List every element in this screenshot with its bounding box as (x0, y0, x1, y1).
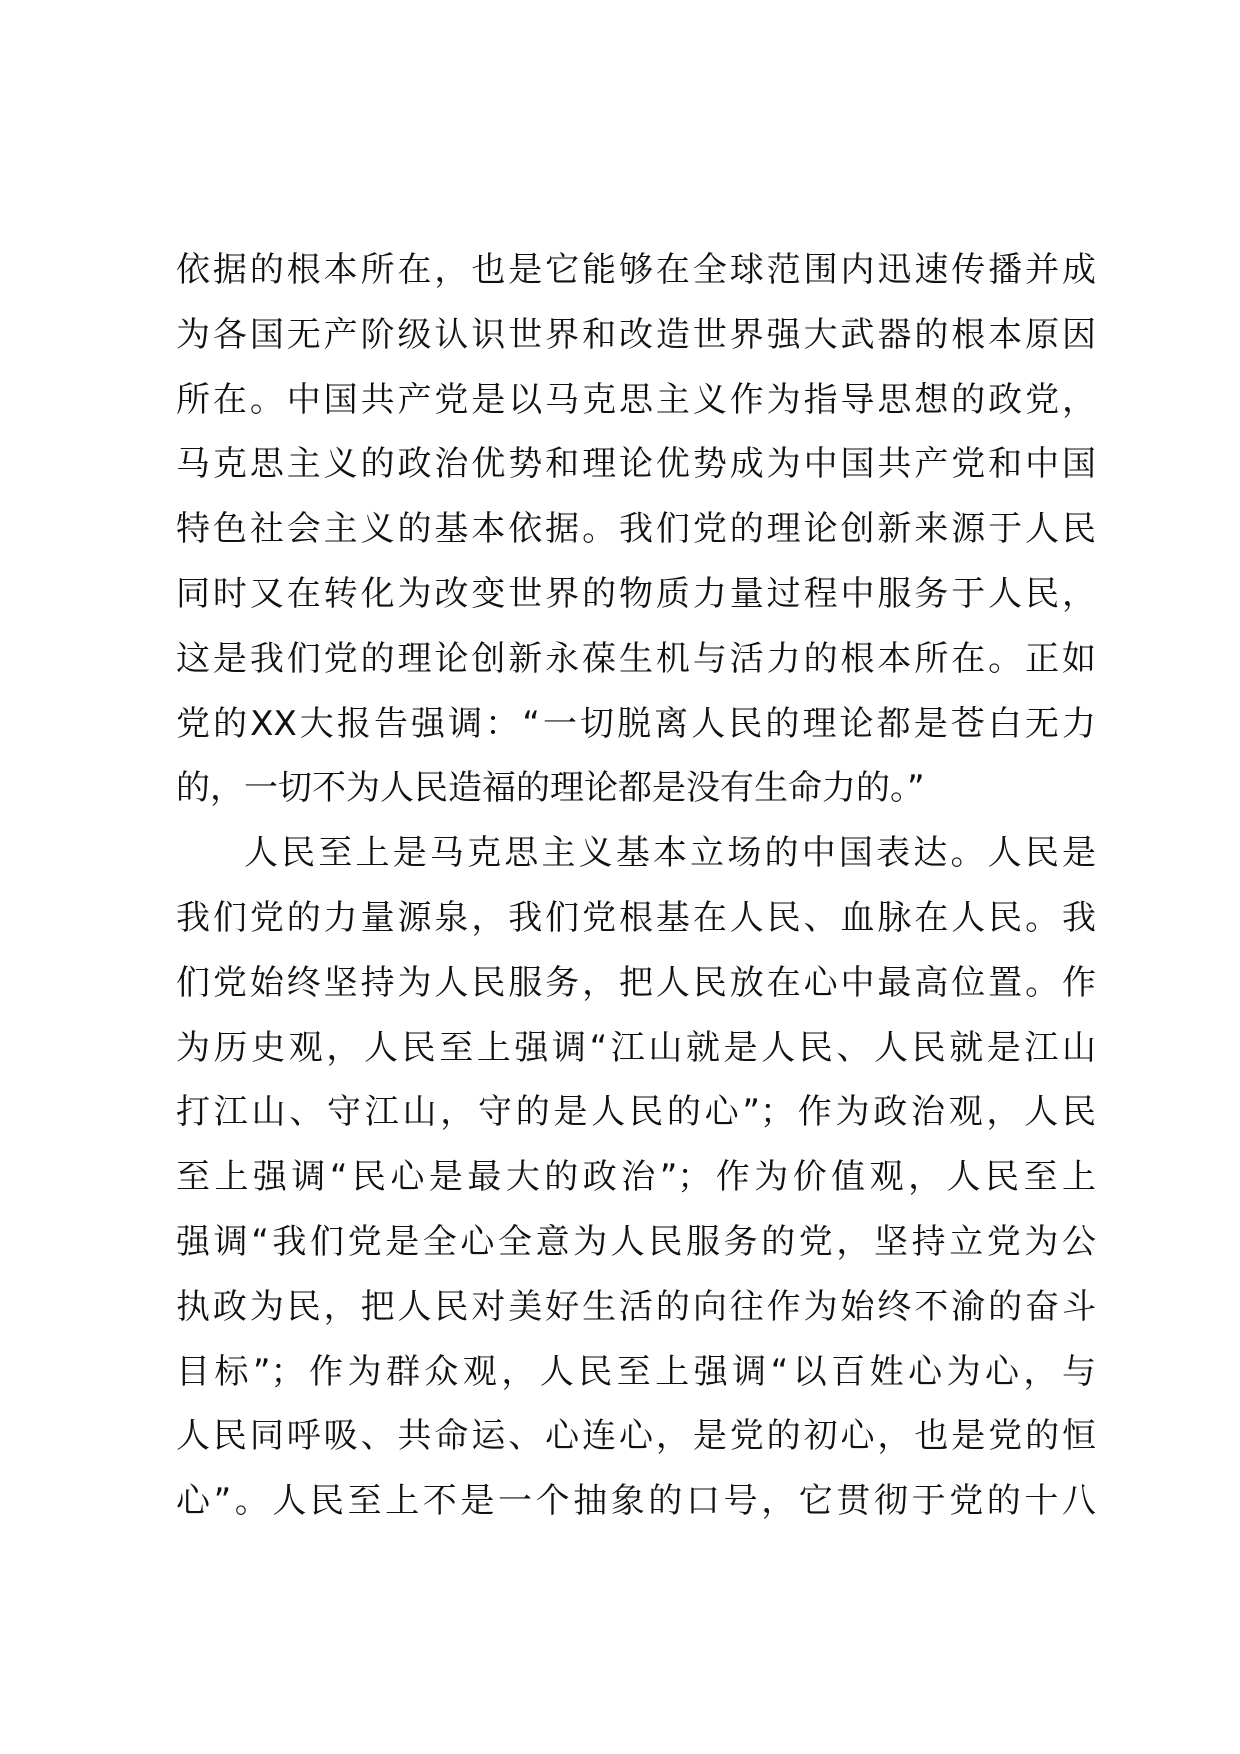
text-line: 心”。人民至上不是一个抽象的口号，它贯彻于党的十八 (176, 1481, 1096, 1522)
text-line: 执政为民，把人民对美好生活的向往作为始终不渝的奋斗 (176, 1286, 1096, 1327)
text-line: 强调“我们党是全心全意为人民服务的党，坚持立党为公 (176, 1221, 1096, 1262)
text-line: 人民同呼吸、共命运、心连心，是党的初心，也是党的恒 (176, 1416, 1096, 1457)
text-line: 所在。中国共产党是以马克思主义作为指导思想的政党， (176, 379, 1096, 420)
text-line: 为各国无产阶级认识世界和改造世界强大武器的根本原因 (176, 314, 1096, 355)
text-line: 依据的根本所在，也是它能够在全球范围内迅速传播并成 (176, 250, 1096, 290)
text-line: 至上强调“民心是最大的政治”；作为价值观，人民至上 (176, 1157, 1096, 1198)
text-line: 为历史观，人民至上强调“江山就是人民、人民就是江山 (176, 1027, 1096, 1068)
text-line: 同时又在转化为改变世界的物质力量过程中服务于人民， (176, 573, 1096, 614)
text-line: 目标”；作为群众观，人民至上强调“以百姓心为心，与 (176, 1351, 1096, 1392)
text-line: 特色社会主义的基本依据。我们党的理论创新来源于人民 (176, 509, 1096, 550)
text-line: 我们党的力量源泉，我们党根基在人民、血脉在人民。我 (176, 897, 1096, 938)
body-text (176, 238, 1096, 1534)
text-line: 这是我们党的理论创新永葆生机与活力的根本所在。正如 (176, 638, 1096, 679)
text-line: 们党始终坚持为人民服务，把人民放在心中最高位置。作 (176, 962, 1096, 1003)
text-line: 马克思主义的政治优势和理论优势成为中国共产党和中国 (176, 444, 1096, 485)
text-line: 打江山、守江山，守的是人民的心”；作为政治观，人民 (176, 1092, 1096, 1133)
text-line: 党的XX大报告强调：“一切脱离人民的理论都是苍白无力 (176, 703, 1096, 744)
text-line: 的，一切不为人民造福的理论都是没有生命力的。” (176, 768, 925, 809)
text-line: 人民至上是马克思主义基本立场的中国表达。人民是 (244, 833, 1096, 874)
